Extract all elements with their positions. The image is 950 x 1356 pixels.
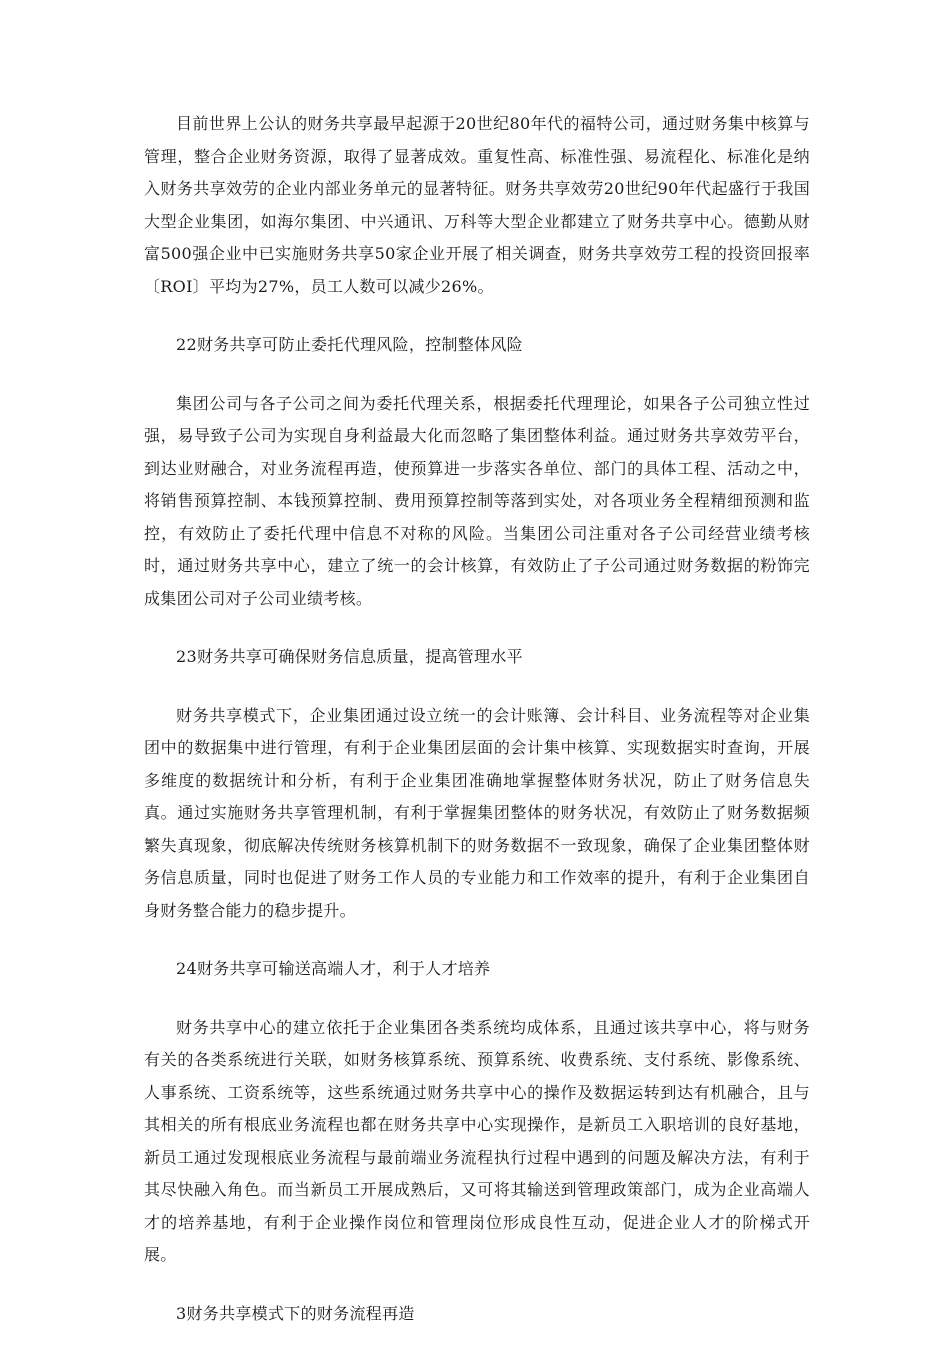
section-heading-2-3: 23财务共享可确保财务信息质量，提高管理水平 — [176, 647, 523, 666]
paragraph-information-quality: 财务共享模式下，企业集团通过设立统一的会计账簿、会计科目、业务流程等对企业集团中的数据集中进行管理，有利于企业集团层面的会计集中核算、实现数据实时查询，开展多维度的数据统计和分析，有利于企业集团准确地掌握整体财务状况，防止了财务信息失真。通过实施财务共享管理机制，有利于掌握集团整体的财务状况，有效防止了财务数据频繁失真现象，彻底解决传统财务核算机制下的财务数据不一致现象，确保了企业集团整体财务信息质量，同时也促进了财务工作人员的专业能力和工作效率的提升，有利于企业集团自身财务整合能力的稳步提升。 — [144, 705, 810, 920]
section-heading-3: 3财务共享模式下的财务流程再造 — [176, 1303, 415, 1323]
document-body — [144, 108, 810, 1356]
section-heading-2-2: 22财务共享可防止委托代理风险，控制整体风险 — [176, 335, 523, 354]
paragraph-origin-of-financial-sharing: 目前世界上公认的财务共享最早起源于20世纪80年代的福特公司，通过财务集中核算与管理，整合企业财务资源，取得了显著成效。重复性高、标准性强、易流程化、标准化是纳入财务共享效劳的企业内部业务单元的显著特征。财务共享效劳20世纪90年代起盛行于我国大型企业集团，如海尔集团、中兴通讯、万科等大型企业都建立了财务共享中心。德勤从财富500强企业中已实施财务共享50家企业开展了相关调查，财务共享效劳工程的投资回报率〔ROI〕平均为27%，员工人数可以减少26%。 — [144, 114, 810, 296]
paragraph-talent-cultivation: 财务共享中心的建立依托于企业集团各类系统均成体系，且通过该共享中心，将与财务有关的各类系统进行关联，如财务核算系统、预算系统、收费系统、支付系统、影像系统、人事系统、工资系统等，这些系统通过财务共享中心的操作及数据运转到达有机融合，且与其相关的所有根底业务流程也都在财务共享中心实现操作，是新员工入职培训的良好基地，新员工通过发现根底业务流程与最前端业务流程执行过程中遇到的问题及解决方法，有利于其尽快融入角色。而当新员工开展成熟后，又可将其输送到管理政策部门，成为企业高端人才的培养基地，有利于企业操作岗位和管理岗位形成良性互动，促进企业人才的阶梯式开展。 — [144, 1017, 810, 1264]
section-heading-2-4: 24财务共享可输送高端人才，利于人才培养 — [176, 959, 491, 978]
paragraph-principal-agent-risk: 集团公司与各子公司之间为委托代理关系，根据委托代理理论，如果各子公司独立性过强，易导致子公司为实现自身利益最大化而忽略了集团整体利益。通过财务共享效劳平台，到达业财融合，对业务流程再造，使预算进一步落实各单位、部门的具体工程、活动之中，将销售预算控制、本钱预算控制、费用预算控制等落到实处，对各项业务全程精细预测和监控，有效防止了委托代理中信息不对称的风险。当集团公司注重对各子公司经营业绩考核时，通过财务共享中心，建立了统一的会计核算，有效防止了子公司通过财务数据的粉饰完成集团公司对子公司业绩考核。 — [144, 393, 810, 608]
